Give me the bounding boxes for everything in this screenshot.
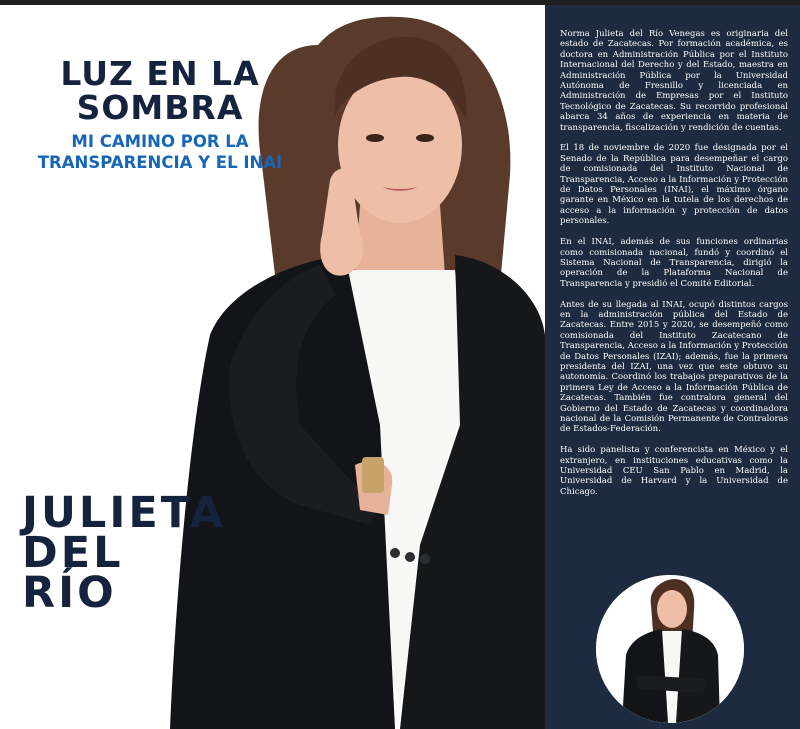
bio-text bbox=[560, 29, 788, 508]
bio-paragraph: El 18 de noviembre de 2020 fue designada por el Senado de la República para desempeñar el cargo de comisionada del Instituto Nacional de Transparencia, Acceso a la Información y Protección de Datos Personales (INAI), el máximo órgano garante en México en la tutela de los derechos de acceso a la información y protección de datos personales. bbox=[560, 143, 788, 227]
author-name-line: DEL bbox=[22, 528, 124, 578]
book-title: LUZ EN LA SOMBRA bbox=[60, 54, 260, 127]
book-cover bbox=[0, 5, 545, 729]
author-portrait-image bbox=[596, 575, 744, 723]
bio-paragraph: Antes de su llegada al INAI, ocupó distintos cargos en la administración pública del Estado de Zacatecas. Entre 2015 y 2020, se desempeñó como comisionada del Instituto Zacatecano de Transparencia, Acceso a la Información y Protección de Datos Personales (IZAI); además, fue la primera presidenta del IZAI, una vez que este obtuvo su autonomía. Coordinó los trabajos preparativos de la primera Ley de Acceso a la Información Pública de Zacatecas. También fue contralora general del Gobierno del Estado de Zacatecas y coordinadora nacional de la Comisión Permanente de Contraloras de Estados-Federación. bbox=[560, 299, 788, 435]
bio-paragraph: Norma Julieta del Río Venegas es originaria del estado de Zacatecas. Por formación académica, es doctora en Administración Pública por el Instituto Internacional del Derecho y del Estado, maestra en Administración Pública por la Universidad Autónoma de Fresnillo y licenciada en Administración de Empresas por el Instituto Tecnológico de Zacatecas. Su recorrido profesional abarca 34 años de experiencia en materia de transparencia, fiscalización y rendición de cuentas. bbox=[560, 29, 788, 133]
bio-paragraph: Ha sido panelista y conferencista en México y el extranjero, en instituciones educativas como la Universidad CEU San Pablo en Madrid, la Universidad de Harvard y la Universidad de Chicago. bbox=[560, 445, 788, 497]
author-name bbox=[22, 488, 242, 618]
author-name-line: RÍO bbox=[22, 568, 117, 618]
bio-paragraph: En el INAI, además de sus funciones ordinarias como comisionada nacional, fundó y coordinó el Sistema Nacional de Transparencia, dirigió la operación de la Plataforma Nacional de Transparencia y presidió el Comité Editorial. bbox=[560, 237, 788, 289]
author-name-line: JULIETA bbox=[22, 488, 226, 538]
book-subtitle: MI CAMINO POR LA TRANSPARENCIA Y EL INAI bbox=[37, 132, 283, 172]
author-portrait-circle bbox=[596, 575, 744, 723]
